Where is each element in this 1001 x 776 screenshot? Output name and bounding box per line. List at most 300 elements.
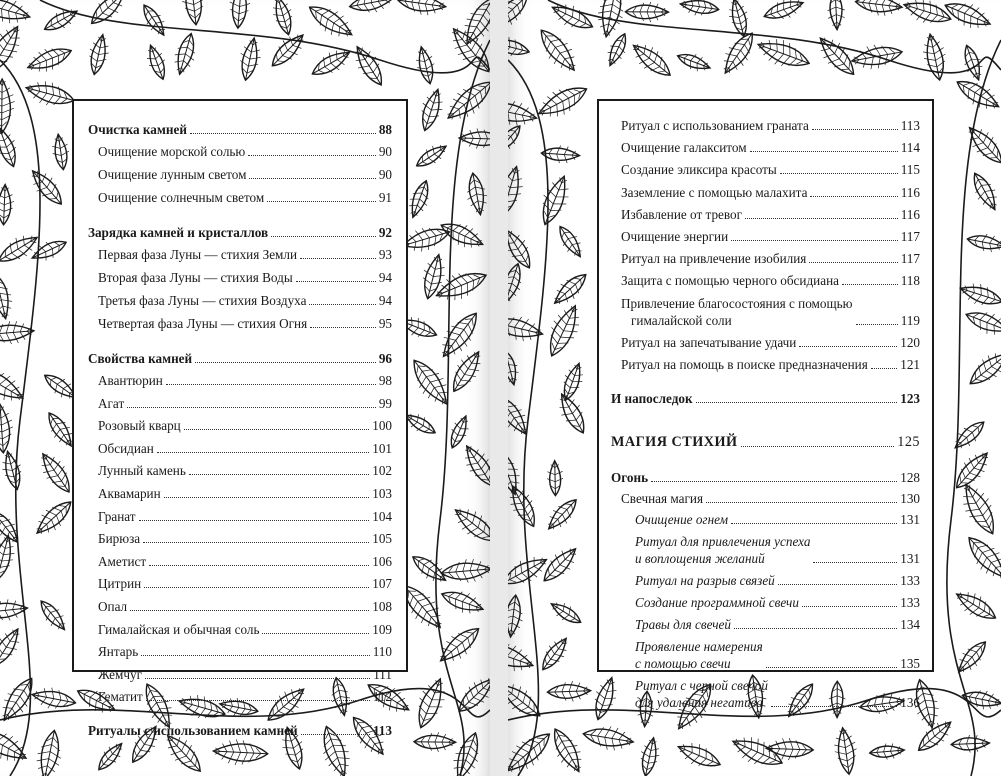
toc-page-number: 111 [373, 666, 392, 682]
toc-entry-title [635, 638, 763, 672]
toc-page-number: 106 [372, 553, 392, 569]
leaf-icon [951, 72, 1001, 116]
toc-entry[interactable] [88, 508, 392, 525]
leader-dots [195, 362, 376, 363]
toc-page-number: 98 [378, 373, 392, 388]
leaf-icon [553, 222, 587, 261]
leaf-icon [966, 230, 1001, 254]
leaf-icon [832, 726, 860, 775]
toc-entry[interactable] [611, 390, 920, 407]
toc-page-number: 113 [900, 118, 920, 133]
toc-page-number: 110 [372, 644, 392, 660]
leader-dots [149, 565, 369, 566]
leader-dots [296, 281, 376, 282]
leader-dots [651, 481, 897, 482]
toc-entry[interactable] [611, 616, 920, 633]
toc-page-number: 103 [372, 485, 392, 501]
toc-entry[interactable] [88, 246, 392, 263]
toc-entry-title: Очищение солнечным светом [98, 190, 265, 205]
leaf-icon [548, 267, 593, 310]
toc-page-number: 114 [900, 140, 920, 156]
toc-entry[interactable] [611, 228, 920, 245]
toc-entry[interactable] [611, 356, 920, 373]
toc-entry-title: Цитрин [98, 576, 142, 592]
leader-dots [771, 706, 897, 707]
toc-entry-title: Ритуалы с использованием камней [88, 723, 298, 739]
toc-page-number: 131 [900, 511, 920, 527]
toc-entry-title: Обсидиан [98, 440, 154, 456]
leaf-icon [170, 31, 201, 77]
leaf-icon [952, 636, 993, 678]
leader-dots [745, 218, 898, 219]
leaf-icon [508, 676, 547, 725]
toc-entry[interactable] [611, 638, 920, 672]
leaf-icon [0, 184, 15, 225]
leader-dots [166, 384, 376, 385]
toc-entry-title: Первая фаза Луны — стихия Земли [98, 247, 298, 262]
toc-entry[interactable] [611, 572, 920, 589]
toc-entry-part[interactable] [611, 434, 920, 451]
leaf-icon [0, 272, 16, 321]
leader-dots [300, 258, 376, 259]
toc-page-number: 96 [378, 351, 392, 366]
toc-page-number: 135 [900, 655, 920, 671]
leaf-icon [440, 557, 490, 585]
toc-entry-title: Ритуал на разрыв связей [635, 572, 775, 588]
leaf-icon [23, 77, 77, 112]
leaf-icon [445, 346, 488, 397]
toc-page-number: 93 [378, 247, 392, 262]
leader-dots [130, 610, 369, 611]
leaf-icon [93, 738, 128, 775]
leaf-icon [0, 403, 15, 453]
toc-entry[interactable] [611, 490, 920, 507]
toc-entry-title: Аметист [98, 553, 147, 569]
leaf-icon [951, 734, 990, 753]
toc-page-number: 112 [372, 689, 392, 705]
leaf-icon [766, 737, 814, 761]
leader-dots [127, 407, 376, 408]
toc-entry[interactable] [611, 184, 920, 201]
toc-entry-title-line1: Ритуал с черной свечой [635, 677, 768, 693]
leaf-icon [412, 140, 450, 173]
leader-dots [145, 678, 370, 679]
leaf-icon [812, 30, 862, 82]
leader-dots [146, 700, 370, 701]
toc-page-number: 113 [372, 723, 392, 739]
toc-page-number: 108 [372, 598, 392, 614]
toc-entry[interactable] [88, 485, 392, 502]
leaf-icon [0, 0, 33, 29]
leaf-icon [959, 43, 987, 83]
leaf-icon [963, 345, 1001, 392]
toc-entry[interactable] [611, 117, 920, 134]
leaf-icon [957, 279, 1001, 312]
leader-dots [141, 655, 369, 656]
leader-dots [248, 155, 376, 156]
leaf-icon [728, 730, 787, 775]
leaf-icon [84, 0, 131, 31]
toc-entry[interactable] [88, 530, 392, 547]
toc-page-number: 107 [372, 576, 392, 592]
leaf-icon [137, 1, 171, 40]
leader-dots [184, 429, 369, 430]
leaf-icon [625, 2, 668, 23]
leader-dots [301, 734, 370, 735]
leaf-icon [827, 0, 846, 30]
leader-dots [262, 633, 369, 634]
leaf-icon [0, 124, 23, 170]
leader-dots [157, 452, 369, 453]
leaf-icon [463, 171, 490, 216]
leader-dots [310, 327, 376, 328]
toc-entry-title: Ритуал на привлечение изобилия [621, 251, 807, 267]
leader-dots [731, 523, 897, 524]
toc-entry[interactable] [88, 621, 392, 638]
toc-entry[interactable] [88, 350, 392, 367]
toc-entry-title: Агат [98, 395, 125, 411]
leader-dots [731, 240, 898, 241]
toc-page-number: 131 [900, 550, 920, 566]
toc-entry-title: Третья фаза Луны — стихия Воздуха [98, 293, 307, 308]
leaf-icon [951, 585, 1001, 627]
leaf-icon [508, 635, 537, 677]
leaf-icon [912, 715, 957, 758]
toc-box-right [597, 99, 934, 710]
toc-entry[interactable] [88, 395, 392, 412]
toc-entry-title: Бирюза [98, 531, 141, 547]
leaf-icon [508, 446, 525, 498]
toc-entry[interactable] [611, 295, 920, 329]
stem-line [548, 0, 1001, 73]
book-gutter [490, 0, 508, 776]
leaf-icon [50, 133, 71, 171]
leaf-icon [532, 23, 583, 78]
leaf-icon [0, 672, 41, 727]
toc-entry-title: Заземление с помощью малахита [621, 184, 808, 200]
toc-entry-title: Травы для свечей [635, 616, 731, 632]
toc-entry-title: Розовый кварц [98, 418, 181, 434]
leaf-icon [269, 0, 298, 37]
toc-entry[interactable] [88, 575, 392, 592]
toc-entry-title-line1: Проявление намерения [635, 638, 763, 654]
toc-entry-title: Создание эликсира красоты [621, 162, 777, 178]
toc-entry[interactable] [611, 533, 920, 567]
leaf-icon [954, 478, 1001, 540]
leader-dots [144, 587, 369, 588]
leader-dots [856, 324, 898, 325]
toc-page-number: 115 [900, 162, 920, 178]
leader-dots [143, 542, 369, 543]
leaf-icon [440, 72, 490, 128]
leader-dots [249, 178, 375, 179]
leader-dots [812, 129, 898, 130]
toc-page-number: 136 [900, 694, 920, 710]
toc-entry-title [635, 677, 768, 711]
toc-entry-title-line2: для удаления негатива [635, 694, 763, 710]
leaf-icon [761, 0, 806, 26]
leader-dots [810, 196, 897, 197]
toc-entry-title-line2: и воплощения желаний [635, 550, 765, 566]
leaf-icon [545, 723, 589, 776]
leader-dots [706, 502, 897, 503]
toc-entry[interactable] [611, 594, 920, 611]
leaf-icon [869, 742, 905, 761]
leaf-icon [547, 597, 585, 629]
leaf-icon [508, 33, 532, 61]
toc-entry[interactable] [88, 224, 392, 241]
toc-page-number: 117 [900, 251, 920, 267]
toc-entry[interactable] [88, 462, 392, 479]
leaf-icon [413, 45, 439, 86]
leaf-icon [409, 674, 451, 732]
toc-page-number: 99 [378, 395, 392, 411]
toc-entry-title: МАГИЯ СТИХИЙ [611, 433, 738, 450]
toc-entry[interactable] [88, 143, 392, 160]
toc-entry-title: Ритуал на запечатывание удачи [621, 334, 797, 350]
toc-page-number: 92 [378, 225, 392, 240]
leaf-icon [542, 493, 583, 535]
leaf-icon [533, 78, 592, 125]
leaf-icon [679, 0, 720, 19]
toc-entry[interactable] [88, 269, 392, 286]
leaf-icon [24, 40, 75, 77]
toc-page-number: 105 [372, 531, 392, 547]
toc-entry-title: Зарядка камней и кристаллов [88, 225, 269, 240]
leaf-icon [508, 225, 538, 273]
leaf-icon [404, 178, 435, 221]
toc-page-number: 117 [900, 228, 920, 244]
leader-dots [139, 520, 370, 521]
toc-entry[interactable] [88, 722, 392, 739]
toc-entry-title: Очистка камней [88, 122, 187, 137]
toc-entry[interactable] [88, 553, 392, 570]
toc-page-number: 119 [900, 312, 920, 328]
toc-entry[interactable] [88, 372, 392, 389]
leader-dots [271, 236, 376, 237]
toc-box-left [72, 99, 408, 739]
toc-entry-title: Очищение лунным светом [98, 167, 247, 182]
toc-entry[interactable] [611, 250, 920, 267]
leaf-icon [0, 228, 43, 269]
leaf-icon [962, 305, 1001, 341]
toc-entry[interactable] [611, 334, 920, 351]
leaf-icon [396, 0, 447, 18]
leaf-icon [548, 0, 597, 36]
toc-entry-title: Свечная магия [621, 490, 704, 506]
leader-dots [750, 151, 898, 152]
toc-entry[interactable] [88, 643, 392, 660]
toc-page-number: 133 [900, 572, 920, 588]
toc-page-number: 134 [900, 616, 920, 632]
leader-dots [842, 284, 898, 285]
toc-page-number: 109 [372, 621, 392, 637]
toc-entry[interactable] [88, 121, 392, 138]
toc-entry-title: Защита с помощью черного обсидиана [621, 273, 839, 289]
toc-entry-title: Янтарь [98, 644, 139, 660]
leaf-icon [348, 41, 390, 90]
toc-page-number: 125 [897, 433, 920, 450]
toc-page-number: 116 [900, 184, 920, 200]
toc-entry[interactable] [88, 315, 392, 332]
toc-entry-title: Гималайская и обычная соль [98, 621, 260, 637]
leader-dots [190, 133, 376, 134]
toc-entry-title: Очищение огнем [635, 511, 729, 527]
toc-page-number: 130 [900, 490, 920, 506]
leaf-icon [534, 172, 576, 229]
leaf-icon [508, 594, 526, 638]
toc-entry-title [621, 295, 853, 329]
leader-dots [766, 667, 897, 668]
leaf-icon [417, 252, 449, 301]
toc-entry[interactable] [88, 417, 392, 434]
leaf-icon [407, 549, 451, 588]
toc-entry[interactable] [611, 161, 920, 178]
toc-entry-title: Четвертая фаза Луны — стихия Огня [98, 316, 308, 331]
toc-page-number: 90 [378, 167, 392, 182]
toc-page-number: 88 [378, 122, 392, 137]
leaf-icon [919, 32, 950, 82]
leaf-icon [448, 501, 490, 550]
leader-dots [741, 446, 895, 447]
toc-entry[interactable] [88, 440, 392, 457]
toc-entry[interactable] [88, 688, 392, 705]
toc-page-number: 90 [378, 144, 392, 159]
leaf-icon [180, 0, 207, 26]
toc-page-number: 133 [900, 594, 920, 610]
toc-entry-title: Очищение морской солью [98, 144, 246, 159]
leaf-icon [754, 32, 814, 75]
leader-dots [778, 584, 897, 585]
toc-entry-title: Опал [98, 598, 128, 614]
leader-dots [734, 628, 897, 629]
toc-entry-title [635, 533, 810, 567]
leaf-icon [25, 164, 69, 211]
toc-page-number: 120 [900, 334, 920, 350]
leaf-icon [0, 598, 28, 624]
toc-entry[interactable] [88, 166, 392, 183]
toc-entry-title: Огонь [611, 469, 649, 485]
toc-page-number: 94 [378, 270, 392, 285]
toc-entry-title: Гранат [98, 508, 136, 524]
leaf-icon [143, 42, 171, 82]
leader-dots [309, 304, 375, 305]
leaf-icon [537, 541, 583, 588]
toc-entry-title: Вторая фаза Луны — стихия Воды [98, 270, 293, 285]
toc-entry-title: Жемчуг [98, 666, 142, 682]
toc-entry-title: Ритуал на помощь в поиске предназначения [621, 356, 868, 372]
toc-entry[interactable] [611, 511, 920, 528]
leaf-icon [547, 681, 591, 703]
leaf-icon [0, 20, 28, 79]
leader-dots [780, 173, 898, 174]
leaf-icon [636, 736, 662, 776]
leaf-icon [675, 48, 713, 75]
toc-page-number: 123 [900, 390, 920, 406]
toc-entry[interactable] [611, 469, 920, 486]
leader-dots [813, 562, 897, 563]
toc-entry[interactable] [88, 189, 392, 206]
leaf-icon [457, 440, 490, 492]
leaf-icon [581, 722, 635, 753]
leaf-icon [228, 0, 252, 29]
toc-entry-title: Гематит [98, 689, 143, 705]
toc-entry-title: Очищение галакситом [621, 140, 747, 156]
toc-entry-title-line1: Привлечение благосостояния с помощью [621, 295, 853, 311]
leaf-icon [674, 737, 724, 774]
toc-page-number: 104 [372, 508, 392, 524]
toc-page-number: 91 [378, 190, 392, 205]
toc-entry-title: Лунный камень [98, 463, 186, 479]
leader-dots [802, 606, 897, 607]
toc-entry[interactable] [611, 272, 920, 289]
toc-entry[interactable] [88, 666, 392, 683]
toc-entry-title: Избавление от тревог [621, 206, 743, 222]
leaf-icon [627, 37, 678, 84]
leader-dots [799, 346, 897, 347]
leaf-icon [30, 684, 77, 713]
leaf-icon [85, 33, 112, 77]
toc-page-number: 95 [378, 316, 392, 331]
toc-entry[interactable] [88, 292, 392, 309]
leader-dots [696, 402, 898, 403]
toc-entry[interactable] [611, 139, 920, 156]
leader-dots [809, 262, 897, 263]
leaf-icon [966, 169, 1001, 215]
leaf-icon [535, 633, 573, 675]
leaf-icon [414, 732, 456, 752]
leaf-icon [459, 128, 490, 149]
toc-entry-title: Очищение энергии [621, 228, 729, 244]
toc-entry-title-line2: гималайской соли [631, 312, 732, 328]
leader-dots [164, 497, 370, 498]
leaf-icon [35, 596, 71, 635]
leaf-icon [854, 0, 903, 18]
leaf-icon [508, 121, 526, 157]
leaf-icon [33, 728, 66, 776]
leaf-icon [456, 0, 490, 50]
leaf-icon [960, 529, 1001, 585]
toc-page-number: 116 [900, 206, 920, 222]
toc-entry-title: Ритуал с использованием граната [621, 118, 809, 133]
leader-dots [267, 201, 376, 202]
leaf-icon [348, 0, 395, 17]
leaf-icon [949, 416, 989, 455]
toc-entry[interactable] [611, 206, 920, 223]
leaf-icon [508, 0, 535, 36]
leaf-icon [547, 461, 564, 496]
leaf-icon [30, 494, 78, 541]
leaf-icon [307, 44, 354, 83]
leaf-icon [508, 261, 527, 306]
toc-entry-title: И напоследок [611, 390, 693, 406]
toc-entry-title-line1: Ритуал для привлечения успеха [635, 533, 811, 549]
toc-page-number: 118 [900, 273, 920, 289]
toc-entry[interactable] [88, 598, 392, 615]
leaf-icon [415, 86, 448, 133]
leaf-icon [213, 738, 269, 766]
leaf-icon [508, 96, 539, 130]
toc-entry-title: Создание программной свечи [635, 594, 799, 610]
toc-entry[interactable] [611, 677, 920, 711]
leaf-icon [445, 413, 473, 451]
leaf-icon [447, 729, 486, 776]
leader-dots [871, 368, 897, 369]
leaf-icon [0, 449, 26, 492]
stem-line [947, 40, 1001, 776]
leaf-icon [508, 163, 528, 219]
toc-page-number: 100 [372, 418, 392, 434]
